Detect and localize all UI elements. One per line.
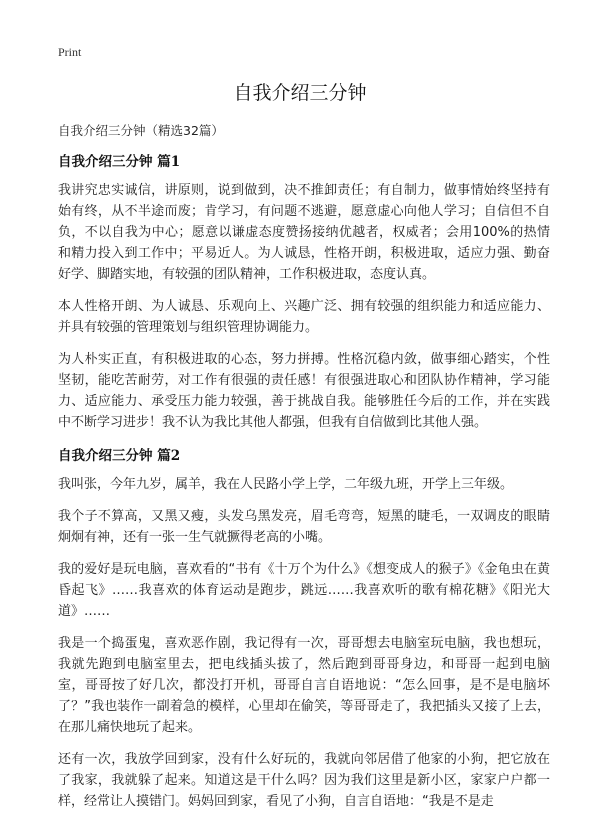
paragraph: 我的爱好是玩电脑，喜欢看的“书有《十万个为什么》《想变成人的猴子》《金龟虫在黄昏起飞》……我喜欢的体育运动是跑步，跳远……我喜欢听的歌有棉花糖》《阳光大道》…… [58,562,550,619]
paragraph: 我是一个捣蛋鬼，喜欢恶作剧，我记得有一次，哥哥想去电脑室玩电脑，我也想玩，我就先跑到电脑室里去，把电线插头拔了，然后跑到哥哥身边，和哥哥一起到电脑室，哥哥按了好几次，都没打开机，哥哥自言自语地说：“怎么回事，是不是电脑坏了？”我也装作一副着急的模样，心里却在偷笑，等哥哥走了，我把插头又接了上去，在那儿痛快地玩了起来。 [58,636,550,735]
article-section-1 [58,150,550,433]
article-body [58,150,550,823]
paragraph: 我讲究忠实诚信，讲原则，说到做到，决不推卸责任；有自制力，做事情始终坚持有始有终，从不半途而废；肯学习，有问题不逃避，愿意虚心向他人学习；自信但不自负，不以自我为中心；愿意以谦虚态度赞扬接纳优越者，权威者；会用100%的热情和精力投入到工作中；平易近人。为人诚恳，性格开朗，积极进取，适应力强、勤奋好学、脚踏实地，有较强的团队精神，工作积极进取，态度认真。 [58,183,550,282]
paragraph: 为人朴实正直，有积极进取的心态，努力拼搏。性格沉稳内敛，做事细心踏实，个性坚韧，能吃苦耐劳，对工作有很强的责任感！有很强进取心和团队协作精神，学习能力、适应能力、承受压力能力较强，善于挑战自我。能够胜任今后的工作，并在实践中不断学习进步！我不认为我比其他人都强，但我有自信做到比其他人强。 [58,352,550,430]
page-title: 自我介绍三分钟 [233,82,367,104]
section-heading: 自我介绍三分钟 篇2 [58,448,181,464]
paragraph: 我个子不算高，又黑又瘦，头发乌黑发亮，眉毛弯弯，短黑的睫毛，一双调皮的眼睛炯炯有神，还有一张一生气就撅得老高的小嘴。 [58,509,550,545]
paragraph: 我叫张，今年九岁，属羊，我在人民路小学上学，二年级九班，开学上三年级。 [58,477,514,492]
paragraph: 本人性格开朗、为人诚恳、乐观向上、兴趣广泛、拥有较强的组织能力和适应能力、并具有较强的管理策划与组织管理协调能力。 [58,299,550,335]
section-heading: 自我介绍三分钟 篇1 [58,154,181,170]
paragraph: 还有一次，我放学回到家，没有什么好玩的，我就向邻居借了他家的小狗，把它放在了我家，我就躲了起来。知道这是干什么吗？因为我们这里是新小区，家家户户都一样，经常让人摸错门。妈妈回到家，看见了小狗，自言自语地：“我是不是走 [58,752,550,809]
print-link[interactable]: Print [58,45,82,59]
article-section-2 [58,444,550,812]
document-subtitle: 自我介绍三分钟（精选32篇） [58,123,224,138]
